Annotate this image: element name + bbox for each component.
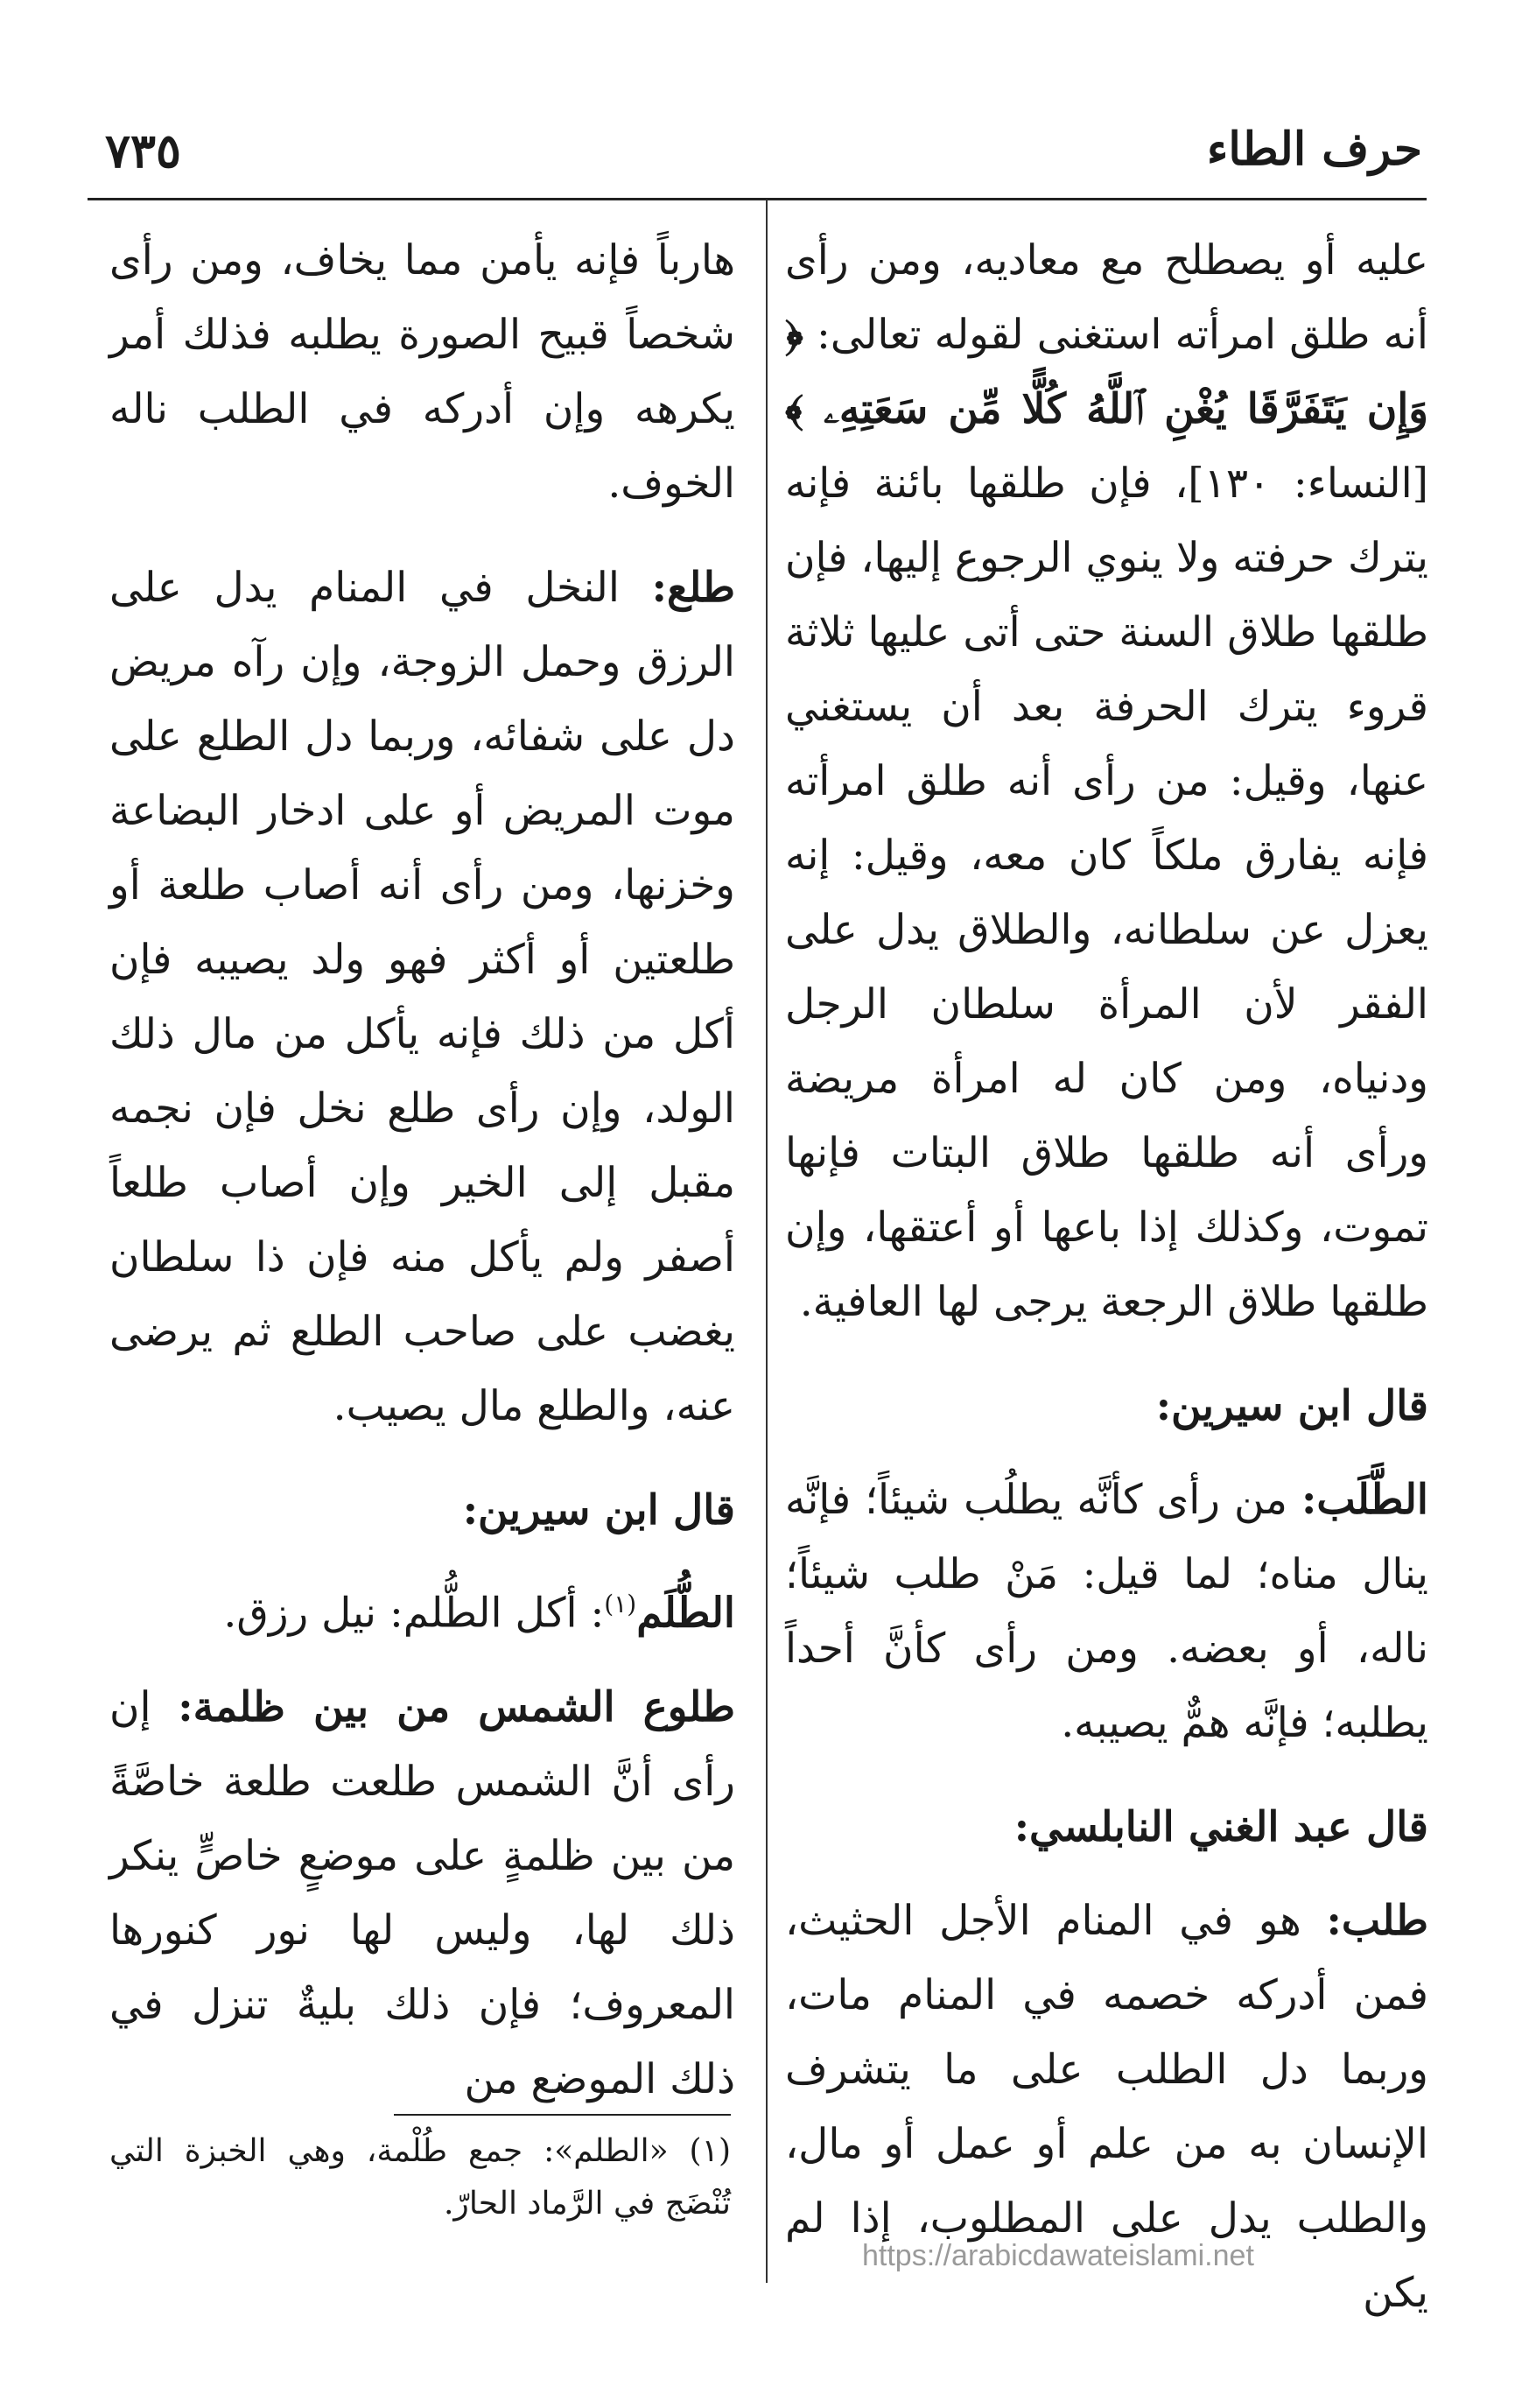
footnote-rule [394,2114,731,2116]
entry-paragraph [109,1567,735,1651]
entry-paragraph [785,1463,1428,1760]
paragraph [785,223,1428,1339]
chapter-title: حرف الطاء [1206,123,1422,176]
footnote-marker[interactable]: (١) [604,1590,637,1618]
entry-paragraph [109,1670,735,2117]
entry-text: من رأى كأنَّه يطلُب شيئاً؛ فإنَّه ينال مناه؛ لما قيل: مَنْ طلب شيئاً؛ ناله، أو بعضه. ومن رأى كأنَّ أحداً يطلبه؛ فإنَّه همٌّ يصيبه. [785,1476,1428,1747]
entry-text: إن رأى أنَّ الشمس طلعت طلعة خاصَّةً من بين ظلمةٍ على موضعٍ خاصٍّ ينكر ذلك لها، وليس لها نور كنورها المعروف؛ فإن ذلك بليةٌ تنزل في ذلك الموضع من [109,1682,735,2103]
right-column [785,223,1428,2330]
entry-term: الطُّلَم [636,1589,735,1638]
entry-text: النخل في المنام يدل على الرزق وحمل الزوجة، وإن رآه مريض دل على شفائه، وربما دل الطلع على موت المريض أو على ادخار البضاعة وخزنها، ومن رأى أنه أصاب طلعة أو طلعتين أو أكثر فهو ولد يصيبه فإن أكل من ذلك فإنه يأكل من مال ذلك الولد، وإن رأى طلع نخل فإن نجمه مقبل إلى الخير وإن أصاب طلعاً أصفر ولم يأكل منه فإن ذا سلطان يغضب على صاحب الطلع ثم يرضى عنه، والطلع مال يصيب. [109,564,735,1430]
page-header [88,123,1422,193]
entry-text: هو في المنام الأجل الحثيث، فمن أدركه خصمه في المنام مات، وربما دل الطلب على ما يتشرف الإنسان به من علم أو عمل أو مال، والطلب يدل على المطلوب، إذا لم يكن [785,1897,1428,2317]
section-heading: قال ابن سيرين: [1155,1382,1428,1430]
section-heading: قال عبد الغني النابلسي: [1013,1803,1428,1851]
page-number: ٧٣٥ [105,123,182,179]
body-text: عليه أو يصطلح مع معاديه، ومن رأى أنه طلق امرأته استغنى لقوله تعالى: [785,236,1428,359]
entry-term: طلب: [1326,1897,1428,1945]
paragraph: هارباً فإنه يأمن مما يخاف، ومن رأى شخصاً قبيح الصورة يطلبه فذلك أمر يكرهه وإن أدركه في الطلب ناله الخوف. [109,236,735,508]
column-divider [766,200,768,2283]
quran-verse: ﴿ وَإِن يَتَفَرَّقَا يُغْنِ ٱللَّهُ كُلًّا مِّن سَعَتِهِۦ ﴾ [785,311,1428,433]
body-text: [النساء: ١٣٠]، فإن طلقها بائنة فإنه يترك حرفته ولا ينوي الرجوع إليها، فإن طلقها طلاق السنة حتى أتى عليها ثلاثة قروء يترك الحرفة بعد أن يستغني عنها، وقيل: من رأى أنه طلق امرأته فإنه يفارق ملكاً كان معه، وقيل: إنه يعزل عن سلطانه، والطلاق يدل على الفقر لأن المرأة سلطان الرجل ودنياه، ومن كان له امرأة مريضة ورأى أنه طلقها طلاق البتات فإنها تموت، وكذلك إذا باعها أو أعتقها، وإن طلقها طلاق الرجعة يرجى لها العافية. [785,460,1428,1326]
entry-paragraph [109,551,735,1443]
watermark-url: https://arabicdawateislami.net [862,2239,1254,2272]
section-heading: قال ابن سيرين: [462,1486,735,1534]
entry-text: : أكل الطُّلم: نيل رزق. [223,1589,605,1638]
header-rule [88,198,1427,200]
entry-term: الطَّلَب: [1301,1476,1428,1524]
left-column [109,223,735,2117]
entry-term: طلوع الشمس من بين ظلمة: [178,1682,735,1731]
entry-term: طلع: [651,564,735,612]
footnote: (١) «الطلم»: جمع طُلْمة، وهي الخبزة التي تُنْضَج في الرَّماد الحارّ. [109,2133,731,2222]
